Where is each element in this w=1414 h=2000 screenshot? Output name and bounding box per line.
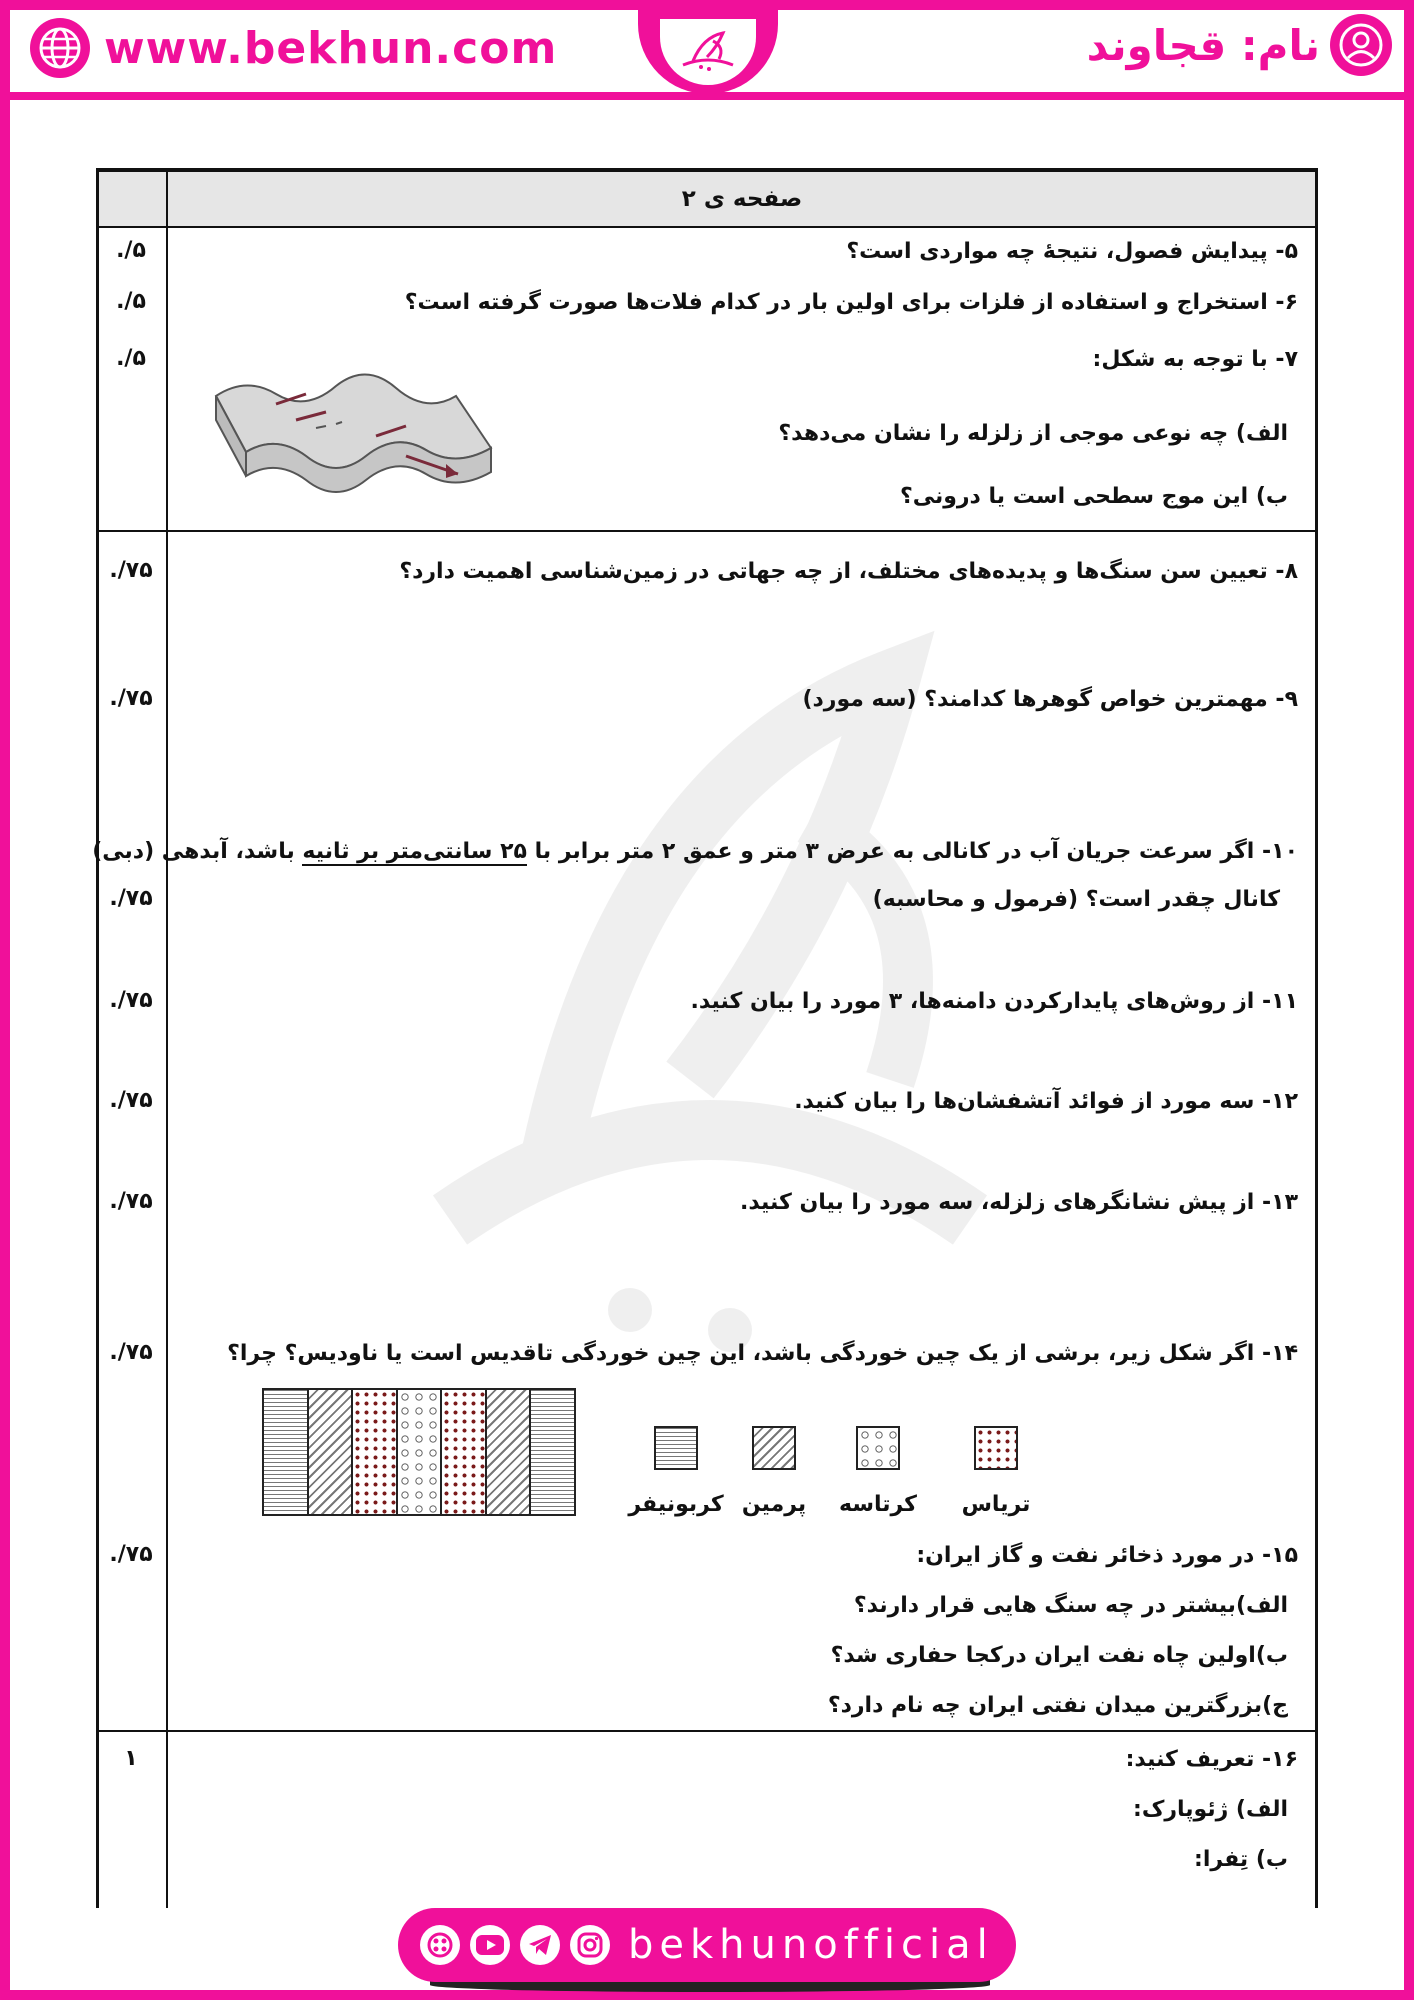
site-link[interactable] [30,18,557,78]
underlined-speed: ۲۵ سانتی‌متر بر ثانیه [302,839,527,864]
user-icon [1330,14,1392,76]
question-15-part-c: ج)بزرگترین میدان نفتی ایران چه نام دارد؟ [827,1693,1288,1718]
site-url: www.bekhun.com [104,22,558,74]
question-7-part-a: الف) چه نوعی موجی از زلزله را نشان می‌دهد؟ [778,421,1288,446]
question-16: ۱۶- تعریف کنید: [1125,1747,1298,1772]
question-13: ۱۳- از پیش نشانگرهای زلزله، سه مورد را بیان کنید. [739,1190,1298,1215]
legend-label-cretaceous: کرتاسه [839,1492,917,1517]
question-15-part-b: ب)اولین چاه نفت ایران درکجا حفاری شد؟ [830,1643,1288,1668]
instagram-icon[interactable] [570,1925,610,1965]
score-6: ./۵ [116,289,146,314]
score-11: ./۷۵ [109,988,153,1013]
question-15: ۱۵- در مورد ذخائر نفت و گاز ایران: [916,1543,1298,1568]
page-title: صفحه ی ۲ [681,186,803,212]
question-9: ۹- مهمترین خواص گوهرها کدامند؟ (سه مورد) [802,687,1298,712]
score-13: ./۷۵ [109,1189,153,1214]
student-name-field [1087,14,1392,76]
legend-swatch-permian [752,1426,796,1470]
row-divider [96,1730,1318,1732]
row-divider [96,530,1318,532]
name-label: نام: قجاوند [1086,20,1320,70]
question-7-part-b: ب) این موج سطحی است یا درونی؟ [899,484,1288,509]
score-12: ./۷۵ [109,1088,153,1113]
score-column-divider [166,168,168,1908]
layer-triassic [353,1390,398,1514]
question-7: ۷- با توجه به شکل: [1092,347,1298,372]
legend-label-carboniferous: کربونیفر [628,1492,724,1517]
score-14: ./۷۵ [109,1340,153,1365]
seismic-wave-figure [206,356,502,506]
question-16-part-a: الف) ژئوپارک: [1133,1797,1288,1822]
question-15-part-a: الف)بیشتر در چه سنگ هایی قرار دارند؟ [853,1593,1288,1618]
question-6: ۶- استخراج و استفاده از فلزات برای اولین بار در کدام فلات‌ها صورت گرفته است؟ [404,290,1298,315]
score-15: ./۷۵ [109,1542,153,1567]
layer-triassic [442,1390,487,1514]
social-handle: bekhunofficial [628,1922,994,1968]
question-11: ۱۱- از روش‌های پایدارکردن دامنه‌ها، ۳ مورد را بیان کنید. [690,989,1298,1014]
social-bar[interactable] [398,1908,1016,1982]
book-pen-icon [673,27,743,77]
legend-swatch-cretaceous [856,1426,900,1470]
score-7: ./۵ [116,346,146,371]
youtube-icon[interactable] [470,1925,510,1965]
globe-icon [30,18,90,78]
layer-carboniferous [264,1390,309,1514]
layer-permian [309,1390,354,1514]
question-10-line-1: ۱۰- اگر سرعت جریان آب در کانالی به عرض ۳ متر و عمق ۲ متر برابر با ۲۵ سانتی‌متر بر ثانیه باشد، آبدهی (دبی) [92,839,1298,864]
score-8: ./۷۵ [109,558,153,583]
question-12: ۱۲- سه مورد از فوائد آتشفشان‌ها را بیان کنید. [794,1089,1298,1114]
score-10: ./۷۵ [109,886,153,911]
telegram-icon[interactable] [520,1925,560,1965]
question-10-line-2: کانال چقدر است؟ (فرمول و محاسبه) [872,887,1280,912]
legend-label-triassic: تریاس [961,1492,1031,1517]
legend-swatch-carboniferous [654,1426,698,1470]
legend-swatch-triassic [974,1426,1018,1470]
layer-permian [487,1390,532,1514]
layer-carboniferous [531,1390,574,1514]
question-5: ۵- پیدایش فصول، نتیجهٔ چه مواردی است؟ [846,239,1298,264]
aparat-icon[interactable] [420,1925,460,1965]
score-5: ./۵ [116,238,146,263]
question-14: ۱۴- اگر شکل زیر، برشی از یک چین خوردگی باشد، این چین خوردگی تاقدیس است یا ناودیس؟ چرا؟ [227,1341,1298,1366]
fold-cross-section [262,1388,576,1516]
score-16: ۱ [124,1746,138,1771]
legend-label-permian: پرمین [741,1492,807,1517]
score-9: ./۷۵ [109,686,153,711]
question-8: ۸- تعیین سن سنگ‌ها و پدیده‌های مختلف، از چه جهاتی در زمین‌شناسی اهمیت دارد؟ [399,559,1298,584]
question-16-part-b: ب) تِفرا: [1194,1847,1288,1872]
layer-cretaceous [398,1390,443,1514]
